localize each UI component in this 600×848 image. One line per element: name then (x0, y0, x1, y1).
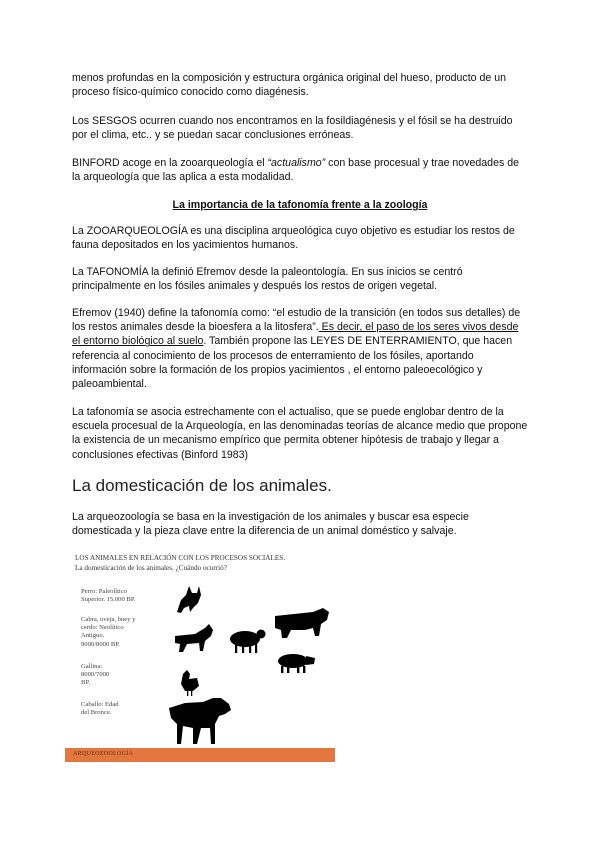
animal-silhouettes (65, 548, 335, 748)
horse-icon (169, 698, 231, 744)
ox-icon (275, 608, 329, 638)
pig-icon (278, 654, 315, 673)
label-hen-line2: 8000/7000 (81, 671, 110, 679)
label-horse-line1: Caballo: Edad (81, 701, 119, 708)
label-goat-line2: cerdo: Neolítico (81, 624, 124, 632)
paragraph-diagenesis: menos profundas en la composición y estructura orgánica original del hueso, producto de un proceso físico-químico conocido como diagénesis. (72, 72, 507, 99)
efremov-underlined: Es decir, el paso de los seres vivos desde el entorno biológico al suelo (72, 321, 519, 348)
label-goat-line4: 9000/8000 BP. (81, 640, 120, 648)
domestication-figure (65, 548, 335, 762)
paragraph-sesgos: Los SESGOS ocurren cuando nos encontramos en la fosildiagénesis y el fósil se ha destruido por el clima, etc.. y se puedan sacar conclusiones erróneas. (72, 115, 513, 142)
paragraph-efremov (72, 306, 528, 391)
paragraph-tafonomia: La TAFONOMÍA la definió Efremov desde la paleontología. En sus inicios se centró principalmente en los fósiles animales y después los restos de origen vegetal. (72, 266, 463, 293)
binford-text-end: con base procesual y trae novedades de la arqueología que las aplica a esta modalidad. (72, 157, 519, 184)
label-hen-line1: Gallina: (81, 663, 103, 670)
label-hen-line3: BP. (81, 679, 90, 687)
figure-title-line1: LOS ANIMALES EN RELACIÓN CON LOS PROCESOS SOCIALES. (75, 554, 286, 562)
actualismo-term: “actualismo” (267, 157, 326, 169)
figure-title-line2: La domesticación de los animales. ¿Cuándo ocurrió? (75, 563, 227, 572)
figure-footer-band (65, 748, 335, 762)
label-horse-line2: del Bronce. (81, 709, 112, 717)
label-dog-line1: Perro: Paleolítico (81, 588, 127, 595)
paragraph-actualismo: La tafonomía se asocia estrechamente con el actualiso, que se puede englobar dentro de la escuela procesual de la Arqueología, en las denominadas teorías de alcance medio que propone la existencia de un mecanismo empírico que permita obtener hipótesis de trabajo y llegar a conclusiones efectivas (Binford 1983) (72, 406, 528, 461)
section-title-domesticacion: La domesticación de los animales. (72, 476, 332, 495)
efremov-leyes: . También propone las LEYES DE ENTERRAMIENTO, que hacen referencia al conocimiento de los procesos de enterramiento de los fósiles, aportando información sobre la formación de los propios yacimientos , el entorno paleoecológico y paleoambiental. (72, 335, 513, 391)
goat-icon (175, 624, 213, 652)
label-dog-line2: Superior. 15.000 BP. (81, 596, 136, 604)
sheep-icon (230, 630, 266, 654)
label-goat-line3: Antiguo. (81, 632, 105, 640)
efremov-definition: Efremov (1940) define la tafonomía como: “el estudio de la transición (en todos sus detalles) de los restos animales desde la bioesfera a la litosfera”. (72, 307, 521, 334)
figure-footer-label: ARQUEOZOOLOGÍA (73, 751, 134, 757)
label-goat-line1: Cabra, oveja, buey y (81, 616, 136, 623)
section-heading: La importancia de la tafonomía frente a la zoología (172, 199, 428, 211)
binford-text-start: BINFORD acoge en la zooarqueología el (72, 157, 268, 169)
hen-icon (181, 670, 199, 696)
paragraph-binford (72, 156, 528, 184)
dog-icon (177, 586, 201, 613)
paragraph-arqueozoologia: La arqueozoología se basa en la investigación de los animales y buscar esa especie domesticada y la pieza clave entre la diferencia de un animal doméstico y salvaje. (72, 511, 469, 538)
paragraph-zooarqueologia: La ZOOARQUEOLOGÍA es una disciplina arqueológica cuyo objetivo es estudiar los restos de fauna depositados en los yacimientos humanos. (72, 225, 515, 252)
